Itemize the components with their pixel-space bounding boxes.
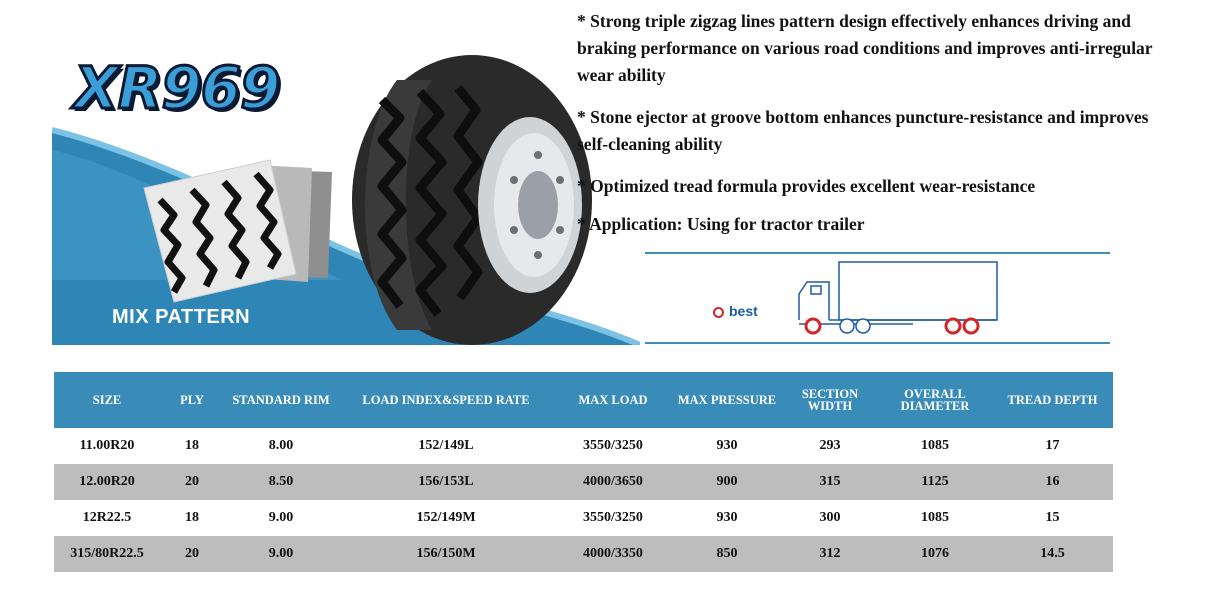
- tire-image: [352, 55, 592, 345]
- cell-load-index: 152/149L: [338, 428, 554, 464]
- feature-list: [577, 8, 1177, 253]
- cell-max-load: 4000/3350: [554, 536, 672, 572]
- cell-overall-diameter: 1076: [878, 536, 992, 572]
- cell-ply: 18: [160, 428, 224, 464]
- column-header-overall-diameter[interactable]: OVERALL DIAMETER: [878, 372, 992, 428]
- cell-overall-diameter: 1125: [878, 464, 992, 500]
- cell-overall-diameter: 1085: [878, 428, 992, 464]
- pattern-label: MIX PATTERN: [112, 306, 251, 328]
- cell-rim: 8.00: [224, 428, 338, 464]
- cell-tread-depth: 16: [992, 464, 1113, 500]
- truck-icon: [793, 254, 1013, 346]
- cell-size: 11.00R20: [54, 428, 160, 464]
- cell-tread-depth: 14.5: [992, 536, 1113, 572]
- cell-load-index: 156/153L: [338, 464, 554, 500]
- cell-rim: 9.00: [224, 500, 338, 536]
- model-name: XR969: [74, 54, 280, 122]
- cell-tread-depth: 15: [992, 500, 1113, 536]
- cell-section-width: 315: [782, 464, 878, 500]
- cell-max-pressure: 850: [672, 536, 782, 572]
- cell-load-index: 152/149M: [338, 500, 554, 536]
- cell-tread-depth: 17: [992, 428, 1113, 464]
- cell-max-pressure: 900: [672, 464, 782, 500]
- table-row: [54, 536, 1113, 572]
- cell-rim: 8.50: [224, 464, 338, 500]
- cell-size: 12.00R20: [54, 464, 160, 500]
- cell-max-pressure: 930: [672, 428, 782, 464]
- application-panel: [645, 248, 1110, 348]
- spec-table: [54, 372, 1113, 572]
- cell-max-load: 3550/3250: [554, 428, 672, 464]
- cell-max-pressure: 930: [672, 500, 782, 536]
- column-header-max-pressure[interactable]: MAX PRESSURE: [672, 372, 782, 428]
- column-header-ply[interactable]: PLY: [160, 372, 224, 428]
- table-header-row: [54, 372, 1113, 428]
- feature-item: * Optimized tread formula provides excellent wear-resistance: [577, 176, 1036, 196]
- column-header-load-index[interactable]: LOAD INDEX&SPEED RATE: [338, 372, 554, 428]
- cell-ply: 20: [160, 536, 224, 572]
- feature-item: * Stone ejector at groove bottom enhances puncture-resistance and improves self-cleaning ability: [577, 107, 1149, 154]
- feature-item: * Strong triple zigzag lines pattern design effectively enhances driving and braking performance on various road conditions and improves anti-irregular wear ability: [577, 11, 1153, 85]
- table-row: [54, 464, 1113, 500]
- cell-max-load: 3550/3250: [554, 500, 672, 536]
- best-label: best: [729, 303, 758, 319]
- tread-sample-image: [144, 160, 332, 302]
- cell-max-load: 4000/3650: [554, 464, 672, 500]
- cell-section-width: 300: [782, 500, 878, 536]
- cell-section-width: 293: [782, 428, 878, 464]
- column-header-section-width[interactable]: SECTION WIDTH: [782, 372, 878, 428]
- cell-ply: 20: [160, 464, 224, 500]
- table-row: [54, 428, 1113, 464]
- cell-rim: 9.00: [224, 536, 338, 572]
- best-legend: [713, 303, 758, 319]
- cell-load-index: 156/150M: [338, 536, 554, 572]
- table-row: [54, 500, 1113, 536]
- cell-overall-diameter: 1085: [878, 500, 992, 536]
- feature-item: * Application: Using for tractor trailer: [577, 214, 865, 234]
- cell-ply: 18: [160, 500, 224, 536]
- column-header-standard-rim[interactable]: STANDARD RIM: [224, 372, 338, 428]
- column-header-max-load[interactable]: MAX LOAD: [554, 372, 672, 428]
- column-header-tread-depth[interactable]: TREAD DEPTH: [992, 372, 1113, 428]
- column-header-size[interactable]: SIZE: [54, 372, 160, 428]
- cell-size: 315/80R22.5: [54, 536, 160, 572]
- cell-size: 12R22.5: [54, 500, 160, 536]
- cell-section-width: 312: [782, 536, 878, 572]
- product-banner: [52, 40, 640, 345]
